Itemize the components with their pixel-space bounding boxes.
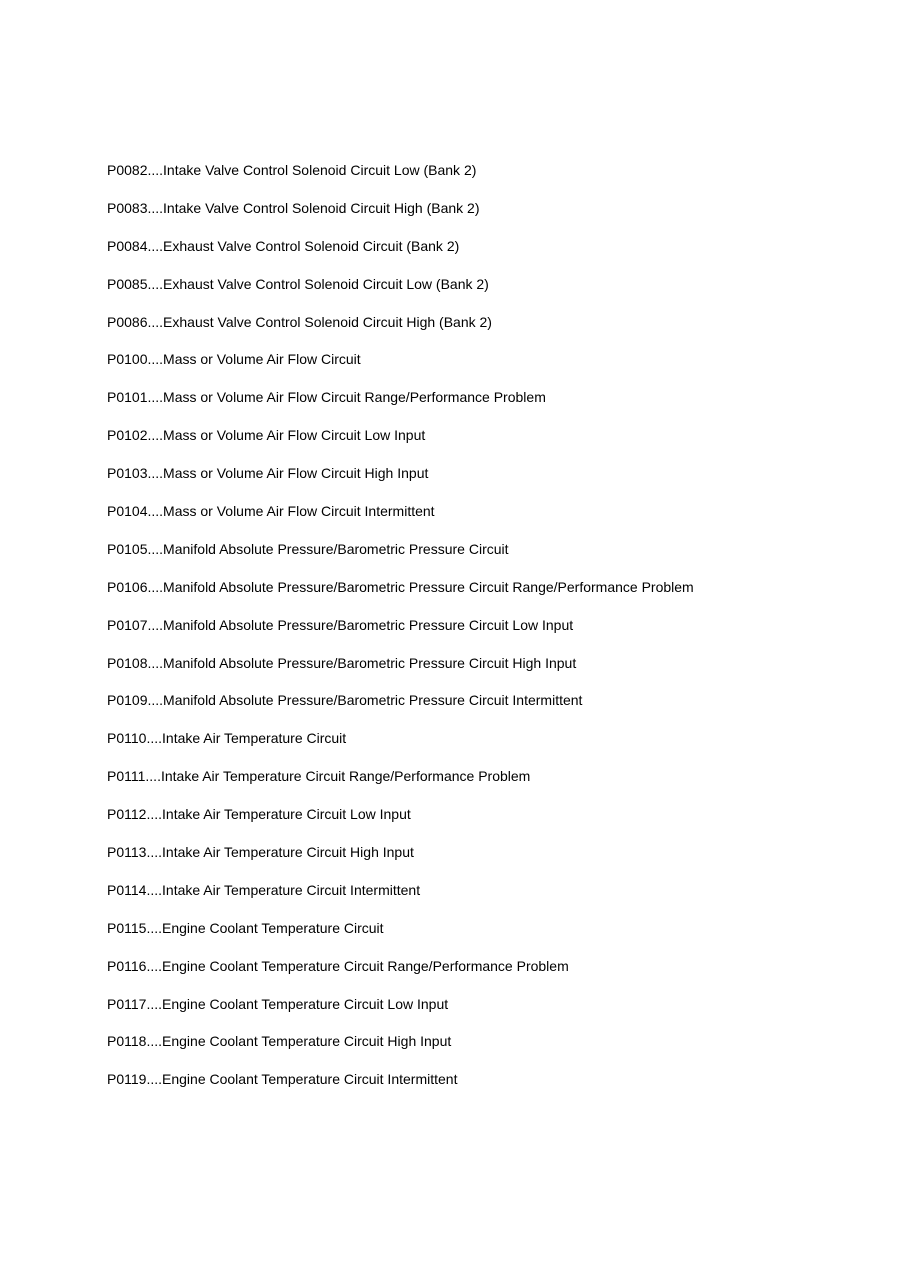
dtc-code-entry (107, 655, 694, 693)
dtc-separator: .... (147, 616, 164, 633)
dtc-code: P0118 (107, 1033, 147, 1050)
dtc-separator: .... (147, 313, 164, 330)
dtc-description: Manifold Absolute Pressure/Barometric Pressure Circuit (163, 540, 509, 557)
dtc-description: Manifold Absolute Pressure/Barometric Pressure Circuit High Input (163, 654, 577, 671)
dtc-code: P0083 (107, 199, 148, 216)
dtc-description: Mass or Volume Air Flow Circuit High Input (163, 465, 429, 482)
dtc-code-entry (107, 692, 694, 730)
dtc-code: P0084 (107, 237, 148, 254)
dtc-code-entry (107, 314, 694, 352)
dtc-code-entry (107, 958, 694, 996)
dtc-code-entry (107, 351, 694, 389)
dtc-code: P0101 (107, 389, 148, 406)
dtc-code: P0111 (107, 768, 146, 785)
dtc-code: P0085 (107, 275, 148, 292)
dtc-code-entry (107, 541, 694, 579)
dtc-separator: .... (146, 957, 163, 974)
dtc-code: P0105 (107, 540, 148, 557)
dtc-separator: .... (147, 503, 164, 520)
dtc-code: P0112 (107, 806, 147, 823)
dtc-code-entry (107, 276, 694, 314)
dtc-code-list (107, 162, 694, 1109)
dtc-separator: .... (147, 692, 164, 709)
dtc-code: P0119 (107, 1071, 147, 1088)
dtc-code-entry (107, 579, 694, 617)
dtc-code: P0110 (107, 730, 147, 747)
dtc-code-entry (107, 1033, 694, 1071)
dtc-code-entry (107, 730, 694, 768)
dtc-description: Manifold Absolute Pressure/Barometric Pressure Circuit Low Input (163, 616, 574, 633)
dtc-code: P0108 (107, 654, 148, 671)
dtc-code-entry (107, 617, 694, 655)
dtc-description: Exhaust Valve Control Solenoid Circuit Low (Bank 2) (163, 275, 489, 292)
dtc-code-entry (107, 427, 694, 465)
dtc-description: Engine Coolant Temperature Circuit Range/Performance Problem (162, 957, 569, 974)
dtc-code: P0104 (107, 503, 148, 520)
dtc-code: P0082 (107, 162, 148, 178)
dtc-code-entry (107, 844, 694, 882)
dtc-description: Exhaust Valve Control Solenoid Circuit High (Bank 2) (163, 313, 492, 330)
dtc-description: Engine Coolant Temperature Circuit High Input (162, 1033, 452, 1050)
dtc-separator: .... (147, 237, 164, 254)
dtc-separator: .... (146, 1033, 163, 1050)
dtc-code-entry (107, 1071, 694, 1109)
dtc-description: Engine Coolant Temperature Circuit Low Input (162, 995, 449, 1012)
dtc-code-entry (107, 882, 694, 920)
dtc-separator: .... (147, 578, 164, 595)
dtc-code: P0106 (107, 578, 148, 595)
dtc-code: P0113 (107, 844, 147, 861)
dtc-separator: .... (146, 919, 163, 936)
dtc-code: P0117 (107, 995, 147, 1012)
dtc-description: Engine Coolant Temperature Circuit Intermittent (162, 1071, 458, 1088)
dtc-separator: .... (147, 654, 164, 671)
dtc-code: P0114 (107, 881, 147, 898)
dtc-code: P0116 (107, 957, 147, 974)
dtc-description: Manifold Absolute Pressure/Barometric Pressure Circuit Range/Performance Problem (163, 578, 694, 595)
dtc-code-entry (107, 200, 694, 238)
dtc-description: Mass or Volume Air Flow Circuit Range/Performance Problem (163, 389, 546, 406)
dtc-separator: .... (146, 844, 163, 861)
dtc-code-entry (107, 806, 694, 844)
dtc-description: Intake Air Temperature Circuit High Input (162, 844, 414, 861)
dtc-code-entry (107, 768, 694, 806)
dtc-separator: .... (147, 275, 164, 292)
dtc-code: P0103 (107, 465, 148, 482)
dtc-code-entry (107, 389, 694, 427)
dtc-separator: .... (147, 389, 164, 406)
dtc-description: Intake Valve Control Solenoid Circuit Low (Bank 2) (163, 162, 477, 178)
dtc-code: P0115 (107, 919, 147, 936)
dtc-code-entry (107, 465, 694, 503)
dtc-separator: .... (147, 162, 164, 178)
dtc-separator: .... (146, 1071, 163, 1088)
dtc-separator: .... (146, 881, 163, 898)
dtc-description: Mass or Volume Air Flow Circuit Intermittent (163, 503, 435, 520)
dtc-description: Manifold Absolute Pressure/Barometric Pressure Circuit Intermittent (163, 692, 583, 709)
dtc-separator: .... (146, 806, 163, 823)
dtc-code: P0086 (107, 313, 148, 330)
dtc-separator: .... (145, 768, 161, 785)
dtc-code-entry (107, 238, 694, 276)
dtc-separator: .... (147, 540, 164, 557)
dtc-separator: .... (146, 730, 163, 747)
dtc-separator: .... (147, 465, 164, 482)
dtc-code-entry (107, 996, 694, 1034)
dtc-description: Engine Coolant Temperature Circuit (162, 919, 384, 936)
dtc-description: Intake Air Temperature Circuit Range/Performance Problem (160, 768, 531, 785)
dtc-description: Intake Valve Control Solenoid Circuit High (Bank 2) (163, 199, 480, 216)
dtc-code: P0107 (107, 616, 148, 633)
dtc-code: P0100 (107, 351, 148, 368)
dtc-description: Exhaust Valve Control Solenoid Circuit (Bank 2) (163, 237, 460, 254)
dtc-description: Intake Air Temperature Circuit Intermittent (162, 881, 421, 898)
dtc-separator: .... (147, 351, 164, 368)
dtc-separator: .... (147, 199, 164, 216)
dtc-description: Intake Air Temperature Circuit Low Input (162, 806, 411, 823)
dtc-code-entry (107, 503, 694, 541)
dtc-code-entry (107, 162, 694, 200)
dtc-description: Mass or Volume Air Flow Circuit Low Input (163, 427, 426, 444)
dtc-separator: .... (147, 427, 164, 444)
dtc-description: Mass or Volume Air Flow Circuit (163, 351, 361, 368)
dtc-code: P0102 (107, 427, 148, 444)
dtc-code: P0109 (107, 692, 148, 709)
dtc-code-entry (107, 920, 694, 958)
dtc-separator: .... (146, 995, 163, 1012)
dtc-description: Intake Air Temperature Circuit (162, 730, 347, 747)
